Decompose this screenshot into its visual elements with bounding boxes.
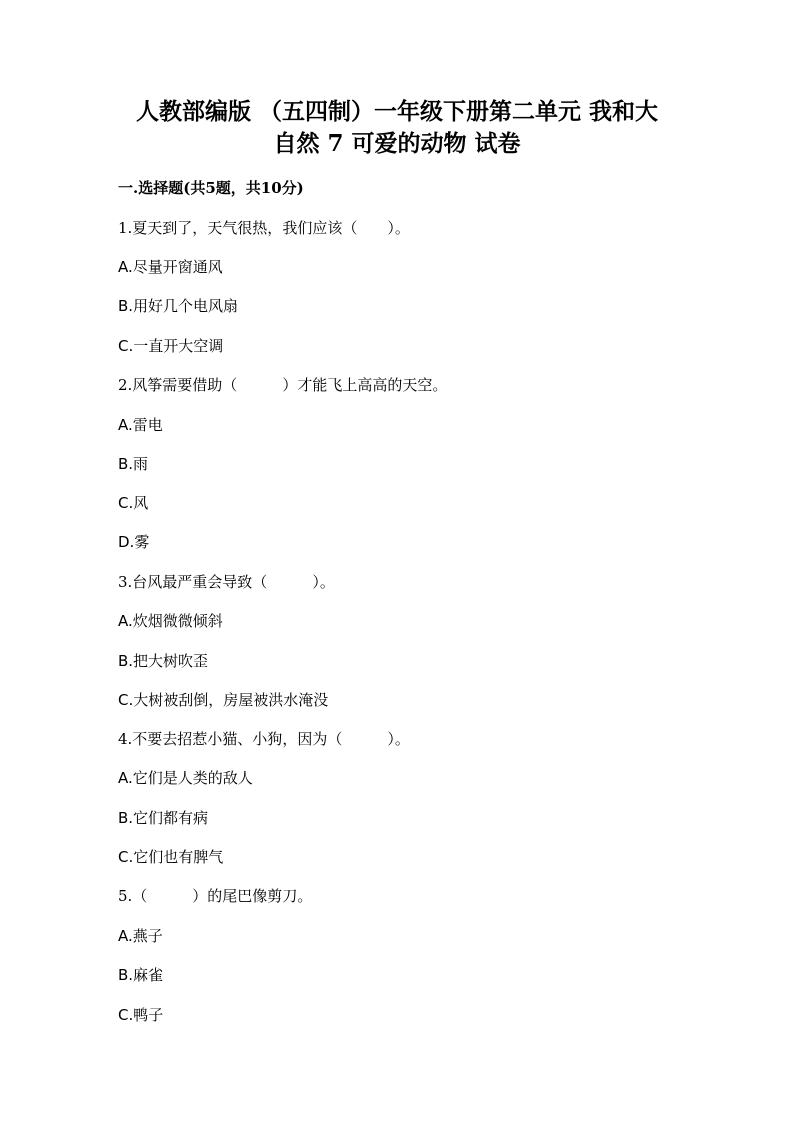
question-3-option-b: B.把大树吹歪 — [118, 652, 209, 670]
question-3-option-c: C.大树被刮倒，房屋被洪水淹没 — [118, 691, 329, 709]
question-2-option-c: C.风 — [118, 494, 149, 512]
question-5-option-b: B.麻雀 — [118, 966, 164, 984]
section-heading: 一.选择题(共5题，共10分) — [118, 179, 304, 197]
question-2-stem: 2.风筝需要借助（ ）才能飞上高高的天空。 — [118, 376, 448, 394]
question-4-option-b: B.它们都有病 — [118, 809, 209, 827]
question-5-option-c: C.鸭子 — [118, 1006, 164, 1024]
question-4-stem: 4.不要去招惹小猫、小狗，因为（ ）。 — [118, 730, 410, 748]
question-2-option-a: A.雷电 — [118, 416, 163, 434]
question-1-option-b: B.用好几个电风扇 — [118, 297, 239, 315]
question-5-option-a: A.燕子 — [118, 927, 163, 945]
question-1-stem: 1.夏天到了，天气很热，我们应该（ ）。 — [118, 219, 410, 237]
question-4-option-c: C.它们也有脾气 — [118, 848, 224, 866]
question-5-stem: 5.（ ）的尾巴像剪刀。 — [118, 887, 313, 905]
question-3-option-a: A.炊烟微微倾斜 — [118, 612, 223, 630]
question-4-option-a: A.它们是人类的敌人 — [118, 769, 253, 787]
question-2-option-d: D.雾 — [118, 533, 150, 551]
document-title-line-2: 自然 7 可爱的动物 试卷 — [273, 130, 521, 157]
question-3-stem: 3.台风最严重会导致（ ）。 — [118, 573, 335, 591]
document-title-line-1: 人教部编版 （五四制）一年级下册第二单元 我和大 — [135, 98, 658, 125]
question-1-option-a: A.尽量开窗通风 — [118, 258, 223, 276]
question-1-option-c: C.一直开大空调 — [118, 337, 224, 355]
question-2-option-b: B.雨 — [118, 455, 149, 473]
